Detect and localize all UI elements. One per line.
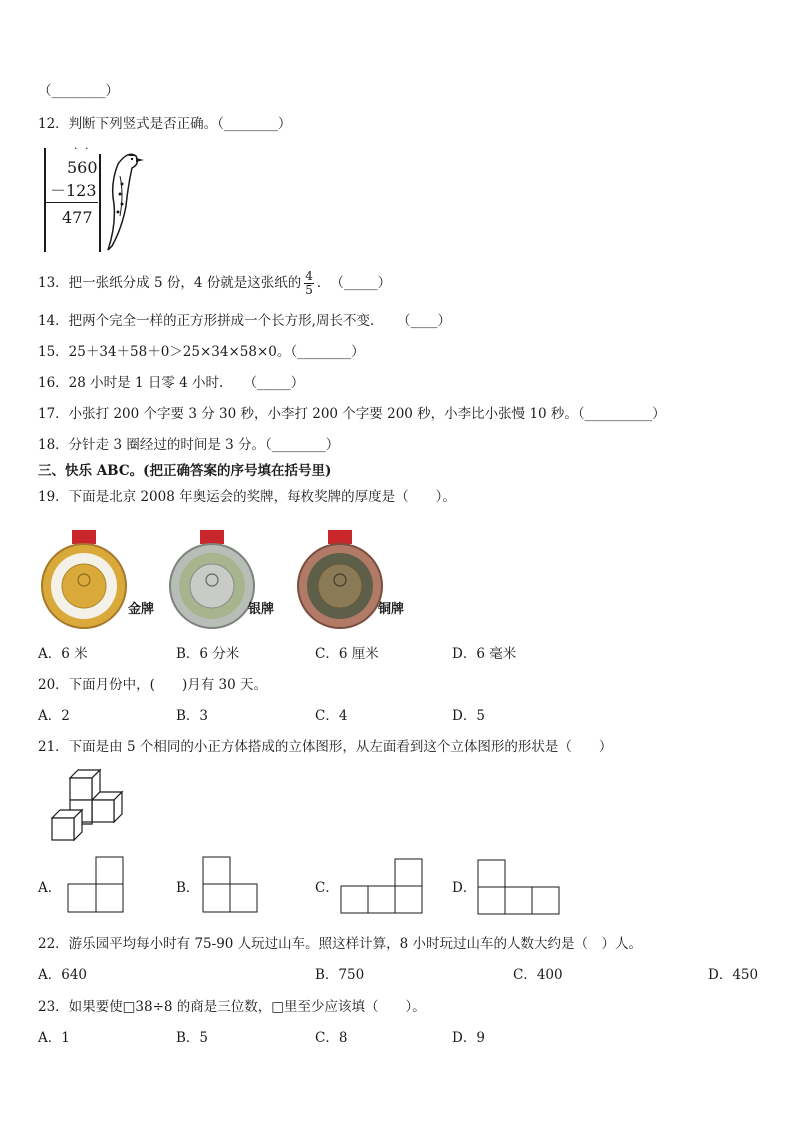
calc-dots: · · bbox=[74, 142, 91, 155]
q22-option-a[interactable]: A．640 bbox=[38, 967, 88, 983]
q21-option-d-shape bbox=[478, 860, 562, 916]
q23-option-a[interactable]: A．1 bbox=[38, 1030, 70, 1046]
q20-text: 20．下面月份中，( )月有 30 天。 bbox=[38, 677, 267, 693]
q13-fraction-denominator: 5 bbox=[305, 283, 313, 297]
q20-option-b[interactable]: B．3 bbox=[176, 708, 209, 724]
q19-option-a[interactable]: A．6 米 bbox=[38, 646, 88, 662]
bronze-medal-icon bbox=[296, 530, 384, 630]
q17-text: 17．小张打 200 个字要 3 分 30 秒，小李打 200 个字要 200 秒，小李比小张慢 10 秒。（__________） bbox=[38, 406, 666, 422]
q13-fraction bbox=[304, 270, 314, 297]
q21-text: 21．下面是由 5 个相同的小正方体搭成的立体图形，从左面看到这个立体图形的形状是（ ） bbox=[38, 739, 613, 755]
q23-option-c[interactable]: C．8 bbox=[315, 1030, 348, 1046]
q14-text: 14．把两个完全一样的正方形拼成一个长方形,周长不变． （____） bbox=[38, 313, 451, 329]
q23-option-b[interactable]: B．5 bbox=[176, 1030, 209, 1046]
q18-text: 18．分针走 3 圈经过的时间是 3 分。（________） bbox=[38, 437, 340, 453]
cube-stack-figure bbox=[52, 770, 132, 842]
silver-medal-icon bbox=[168, 530, 256, 630]
q19-option-c[interactable]: C．6 厘米 bbox=[315, 646, 379, 662]
q13-text bbox=[38, 270, 391, 297]
q21-option-c-shape bbox=[341, 859, 425, 915]
q21-option-a[interactable]: A． bbox=[38, 880, 62, 896]
gold-medal-icon bbox=[40, 530, 128, 630]
bronze-medal-label: 铜牌 bbox=[378, 602, 405, 617]
q16-text: 16．28 小时是 1 日零 4 小时. （_____） bbox=[38, 375, 305, 391]
section-3-heading: 三、快乐 ABC。(把正确答案的序号填在括号里) bbox=[38, 463, 332, 479]
calc-result: 477 bbox=[62, 208, 93, 227]
calc-left-bar bbox=[44, 148, 46, 252]
q19-option-b[interactable]: B．6 分米 bbox=[176, 646, 240, 662]
q21-option-d[interactable]: D． bbox=[452, 880, 477, 896]
gold-medal-label: 金牌 bbox=[128, 602, 155, 617]
q23-text: 23．如果要使□38÷8 的商是三位数，□里至少应该填（ ）。 bbox=[38, 999, 426, 1015]
silver-medal-label: 银牌 bbox=[248, 602, 275, 617]
q22-option-c[interactable]: C．400 bbox=[513, 967, 563, 983]
calc-top-number: 560 bbox=[67, 158, 98, 177]
q12-text: 12．判断下列竖式是否正确。（________） bbox=[38, 116, 292, 132]
q22-text: 22．游乐园平均每小时有 75-90 人玩过山车。照这样计算，8 小时玩过山车的人数大约是（ ）人。 bbox=[38, 936, 643, 952]
q20-option-c[interactable]: C．4 bbox=[315, 708, 348, 724]
q13-text-pre: 13．把一张纸分成 5 份，4 份就是这张纸的 bbox=[38, 275, 302, 291]
q20-option-a[interactable]: A．2 bbox=[38, 708, 70, 724]
q12-figure bbox=[44, 142, 144, 254]
q19-option-d[interactable]: D．6 毫米 bbox=[452, 646, 517, 662]
calc-underline bbox=[44, 202, 98, 203]
calc-subtrahend: －123 bbox=[50, 181, 97, 200]
q20-option-d[interactable]: D．5 bbox=[452, 708, 485, 724]
q22-option-d[interactable]: D．450 bbox=[708, 967, 759, 983]
q13-text-post: ． （_____） bbox=[316, 275, 392, 291]
q22-option-b[interactable]: B．750 bbox=[315, 967, 365, 983]
q21-option-b[interactable]: B． bbox=[176, 880, 200, 896]
q23-option-d[interactable]: D．9 bbox=[452, 1030, 485, 1046]
q21-option-a-shape bbox=[68, 857, 124, 913]
q19-text: 19．下面是北京 2008 年奥运会的奖牌，每枚奖牌的厚度是（ ）。 bbox=[38, 489, 456, 505]
q11-answer-blank: （________） bbox=[38, 83, 119, 99]
q21-option-b-shape bbox=[203, 857, 259, 913]
woodpecker-icon bbox=[98, 146, 144, 254]
q15-text: 15．25＋34＋58＋0＞25×34×58×0。（________） bbox=[38, 344, 365, 360]
q21-option-c[interactable]: C． bbox=[315, 880, 339, 896]
q13-fraction-numerator: 4 bbox=[305, 269, 313, 283]
